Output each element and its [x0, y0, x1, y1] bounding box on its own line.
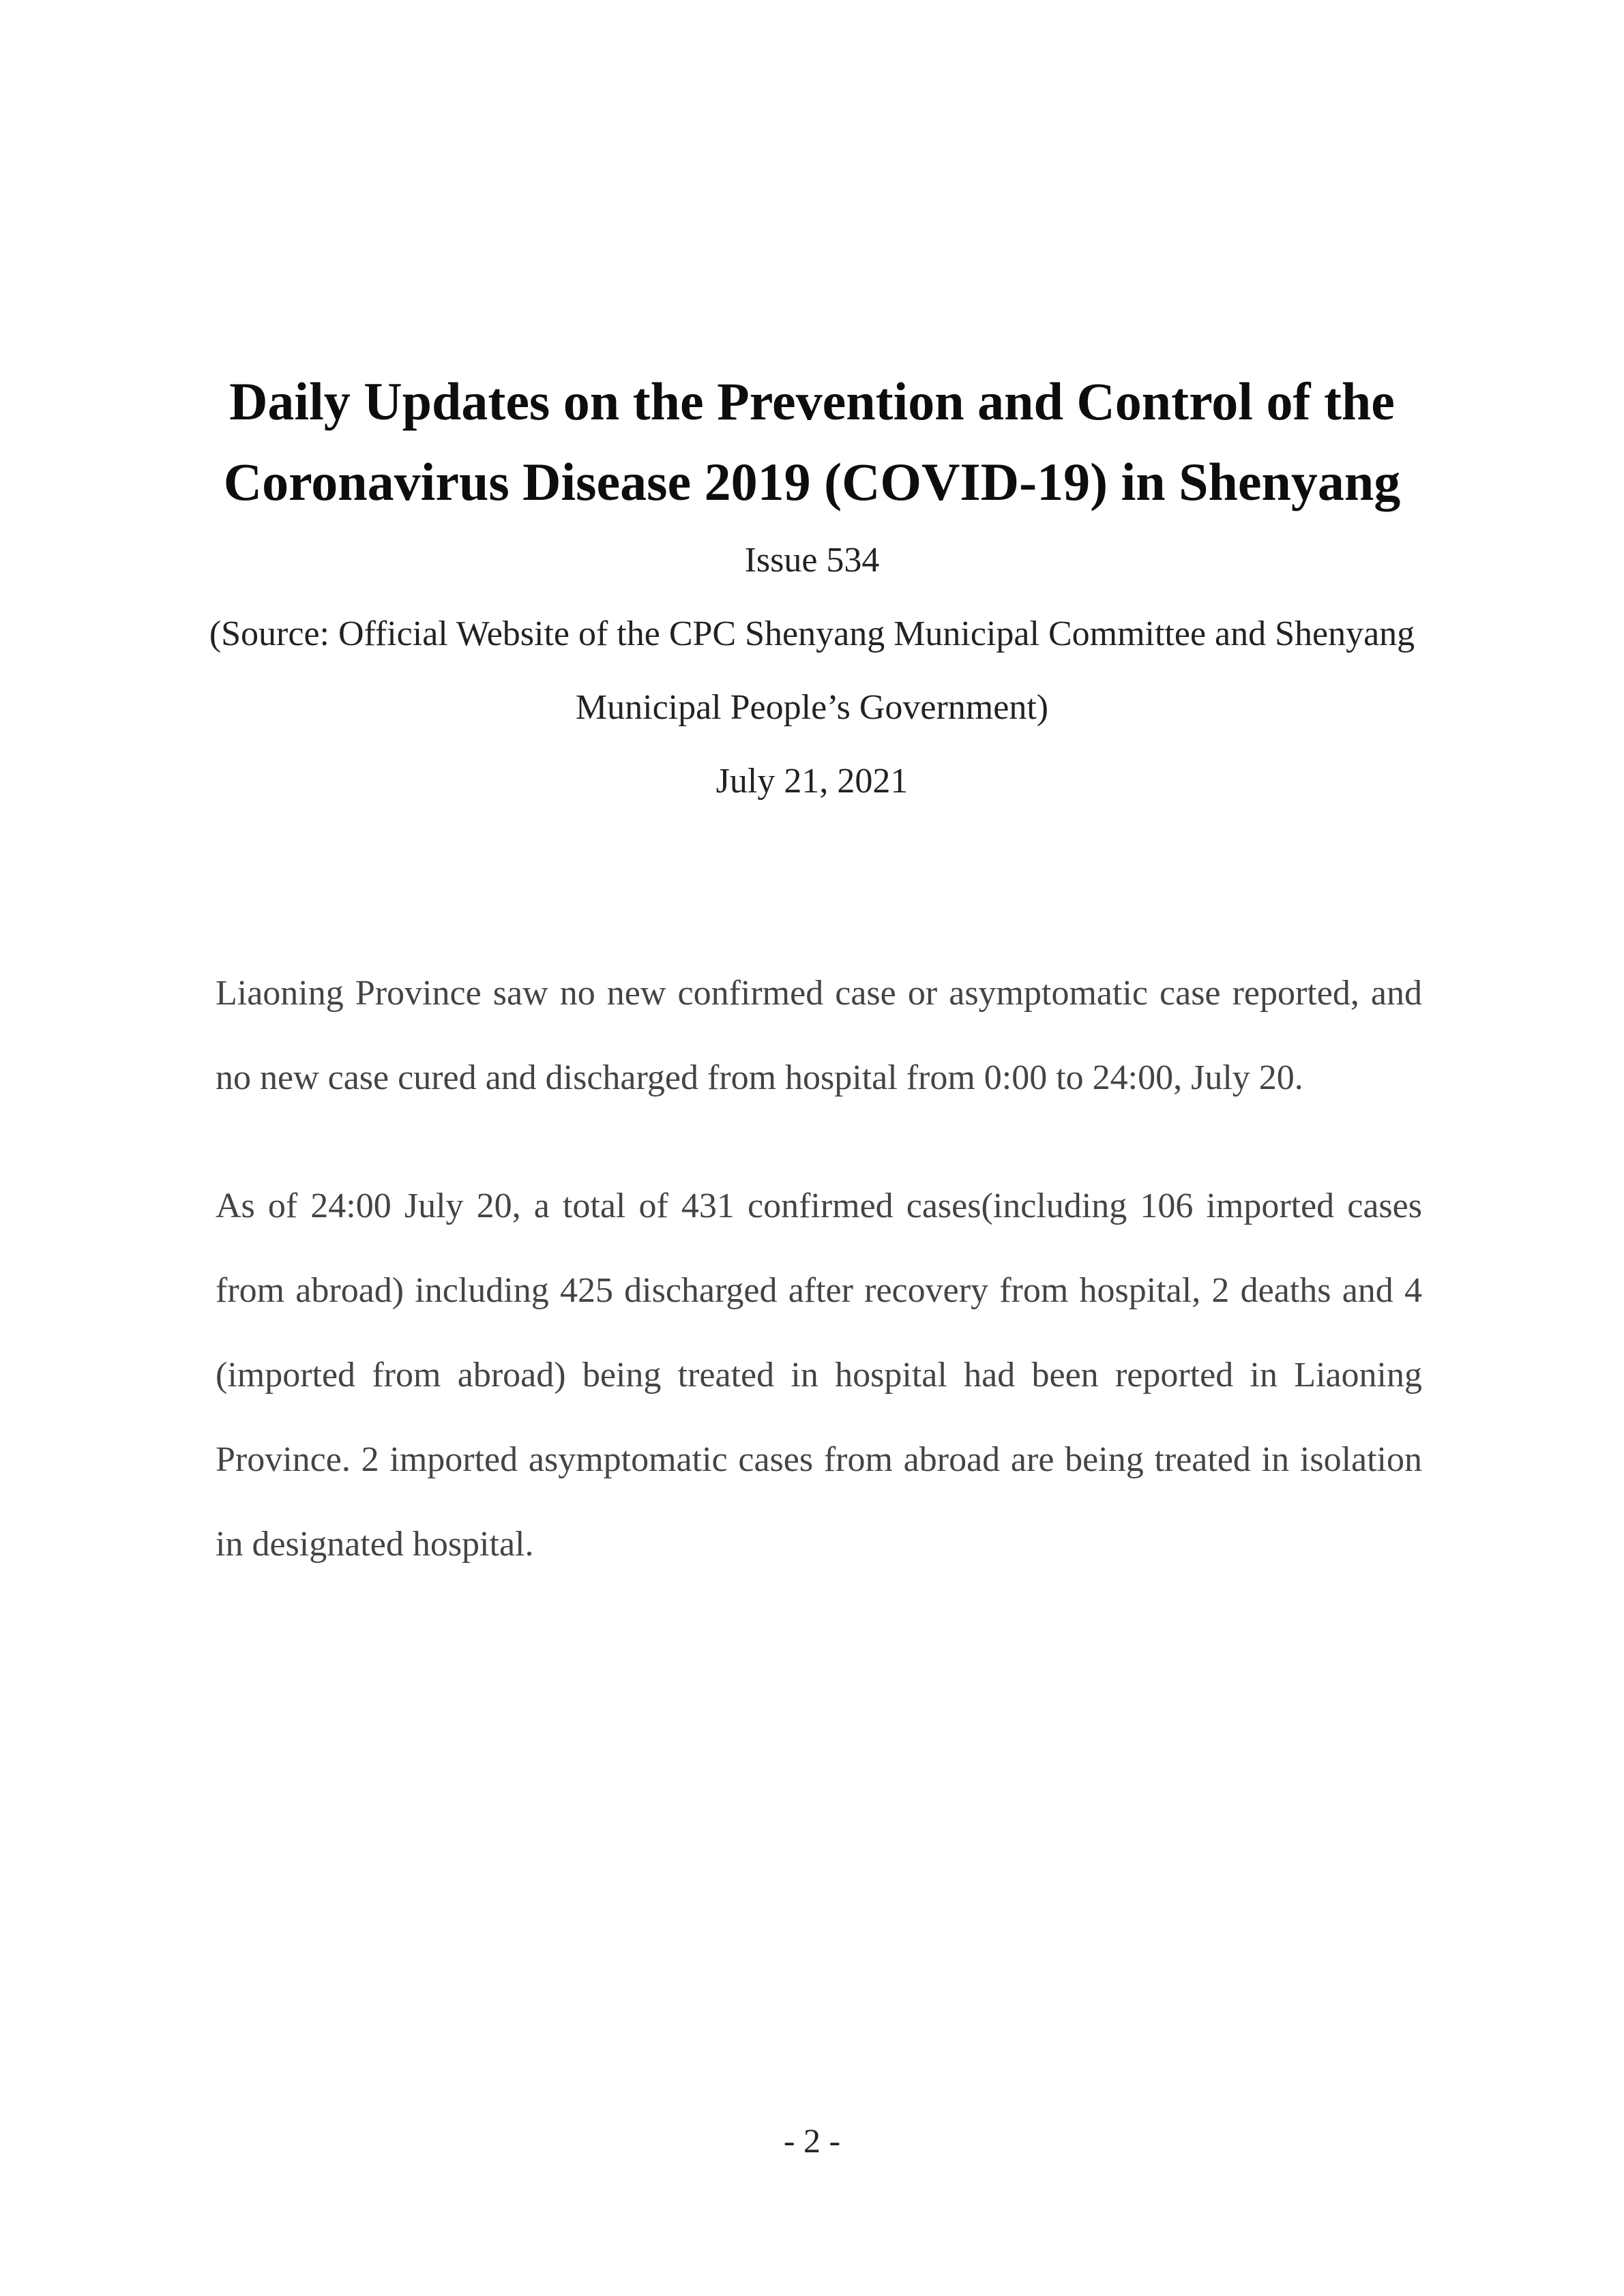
- publication-date: July 21, 2021: [715, 762, 909, 801]
- paragraph-cumulative-report: As of 24:00 July 20, a total of 431 confirmed cases(including 106 imported cases from abroad) including 425 discharged after recovery from hospital, 2 deaths and 4 (imported from abroad) being treated in hospital had been reported in Liaoning Province. 2 imported asymptomatic cases from abroad are being treated in isolation in designated hospital.: [216, 1187, 1422, 1564]
- document-title: Daily Updates on the Prevention and Control of the Coronavirus Disease 2019 (COVID-19) in Shenyang: [223, 372, 1401, 511]
- source-line: (Source: Official Website of the CPC Shenyang Municipal Committee and Shenyang Municipal People’s Government): [209, 614, 1415, 727]
- document-body: [216, 951, 1422, 1630]
- paragraph-daily-report: Liaoning Province saw no new confirmed case or asymptomatic case reported, and no new case cured and discharged from hospital from 0:00 to 24:00, July 20.: [216, 974, 1422, 1097]
- page-number: - 2 -: [783, 2121, 841, 2160]
- issue-number: Issue 534: [744, 541, 880, 580]
- document-header: [205, 361, 1419, 818]
